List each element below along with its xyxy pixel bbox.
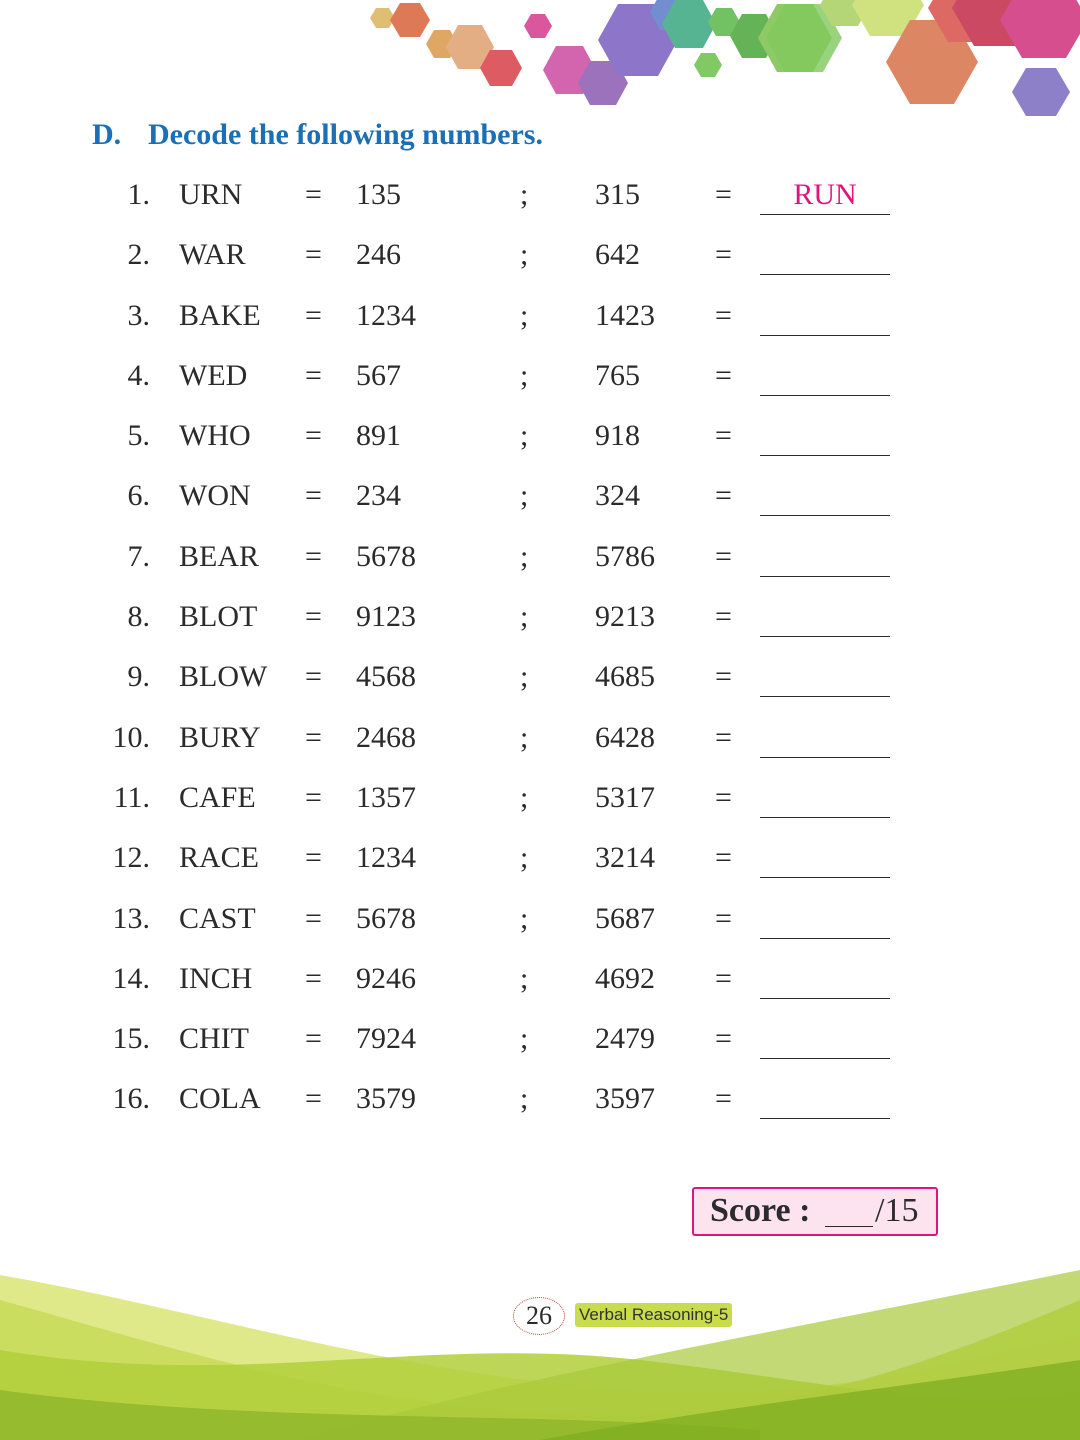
exercise-row xyxy=(0,471,1080,531)
equals-sign: = xyxy=(305,1022,322,1056)
decorative-hexagons xyxy=(0,0,1080,130)
exercise-row xyxy=(0,833,1080,893)
equals-sign: = xyxy=(305,660,322,694)
code-number: 9246 xyxy=(356,961,416,995)
question-number: 1423 xyxy=(595,298,655,332)
equals-sign: = xyxy=(305,178,322,211)
equals-sign: = xyxy=(715,1022,732,1056)
code-number: 234 xyxy=(356,479,401,513)
code-number: 9123 xyxy=(356,600,416,634)
code-number: 1234 xyxy=(356,841,416,875)
separator: ; xyxy=(520,780,529,814)
separator: ; xyxy=(520,720,529,754)
hexagon-shape xyxy=(524,14,552,38)
code-number: 1234 xyxy=(356,298,416,332)
code-word: INCH xyxy=(179,961,253,995)
hexagon-shape xyxy=(390,3,430,37)
code-number: 2468 xyxy=(356,720,416,754)
item-number: 9. xyxy=(127,660,150,694)
separator: ; xyxy=(520,841,529,875)
separator: ; xyxy=(520,479,529,513)
separator: ; xyxy=(520,238,529,272)
score-blank xyxy=(825,1226,873,1227)
code-number: 4568 xyxy=(356,660,416,694)
hexagon-shape xyxy=(1012,68,1070,116)
separator: ; xyxy=(520,298,529,332)
code-word: COLA xyxy=(179,1082,261,1116)
answer-blank xyxy=(760,721,890,758)
equals-sign: = xyxy=(305,539,322,573)
section-title: Decode the following numbers. xyxy=(148,118,543,151)
code-number: 567 xyxy=(356,358,401,392)
equals-sign: = xyxy=(715,780,732,814)
answer-blank xyxy=(760,479,890,516)
equals-sign: = xyxy=(305,358,322,392)
equals-sign: = xyxy=(305,841,322,875)
question-number: 4685 xyxy=(595,660,655,694)
item-number: 3. xyxy=(127,298,150,332)
equals-sign: = xyxy=(715,479,732,513)
separator: ; xyxy=(520,419,529,453)
equals-sign: = xyxy=(305,901,322,935)
question-number: 2479 xyxy=(595,1022,655,1056)
code-word: BLOW xyxy=(179,660,268,694)
equals-sign: = xyxy=(715,358,732,392)
item-number: 13. xyxy=(112,901,150,935)
question-number: 324 xyxy=(595,479,640,513)
item-number: 14. xyxy=(112,961,150,995)
code-number: 7924 xyxy=(356,1022,416,1056)
equals-sign: = xyxy=(715,720,732,754)
page-number: 26 xyxy=(513,1297,565,1335)
equals-sign: = xyxy=(715,1082,732,1116)
answer-blank xyxy=(760,1082,890,1119)
answer-blank xyxy=(760,962,890,999)
hexagon-shape xyxy=(1000,0,1080,58)
code-number: 1357 xyxy=(356,780,416,814)
equals-sign: = xyxy=(715,901,732,935)
item-number: 5. xyxy=(127,419,150,453)
section-heading xyxy=(92,118,543,152)
equals-sign: = xyxy=(715,178,732,211)
answer-blank xyxy=(760,238,890,275)
code-number: 135 xyxy=(356,178,401,211)
equals-sign: = xyxy=(715,600,732,634)
answer-blank xyxy=(760,359,890,396)
code-word: BAKE xyxy=(179,298,261,332)
equals-sign: = xyxy=(305,238,322,272)
exercise-row xyxy=(0,230,1080,290)
separator: ; xyxy=(520,539,529,573)
separator: ; xyxy=(520,961,529,995)
code-number: 246 xyxy=(356,238,401,272)
equals-sign: = xyxy=(715,238,732,272)
code-word: URN xyxy=(179,178,243,211)
item-number: 4. xyxy=(127,358,150,392)
exercise-row xyxy=(0,1014,1080,1074)
hexagon-shape xyxy=(694,53,722,77)
equals-sign: = xyxy=(305,479,322,513)
equals-sign: = xyxy=(715,841,732,875)
code-word: BLOT xyxy=(179,600,258,634)
code-number: 3579 xyxy=(356,1082,416,1116)
score-total: /15 xyxy=(875,1192,919,1229)
equals-sign: = xyxy=(715,539,732,573)
exercise-row xyxy=(0,954,1080,1014)
separator: ; xyxy=(520,178,529,211)
code-word: WAR xyxy=(179,238,246,272)
item-number: 15. xyxy=(112,1022,150,1056)
answer-blank xyxy=(760,299,890,336)
code-word: CHIT xyxy=(179,1022,249,1056)
equals-sign: = xyxy=(305,419,322,453)
code-number: 891 xyxy=(356,419,401,453)
answer-blank xyxy=(760,781,890,818)
exercise-row xyxy=(0,411,1080,471)
code-word: BURY xyxy=(179,720,261,754)
item-number: 1. xyxy=(127,178,150,211)
answer-blank xyxy=(760,419,890,456)
decorative-waves xyxy=(0,1240,1080,1440)
separator: ; xyxy=(520,901,529,935)
exercise-row xyxy=(0,291,1080,351)
equals-sign: = xyxy=(715,961,732,995)
question-number: 5687 xyxy=(595,901,655,935)
code-number: 5678 xyxy=(356,901,416,935)
question-number: 5317 xyxy=(595,780,655,814)
exercise-list xyxy=(0,170,1080,1135)
equals-sign: = xyxy=(715,298,732,332)
item-number: 7. xyxy=(127,539,150,573)
exercise-row xyxy=(0,532,1080,592)
item-number: 16. xyxy=(112,1082,150,1116)
equals-sign: = xyxy=(305,720,322,754)
code-word: BEAR xyxy=(179,539,260,573)
question-number: 5786 xyxy=(595,539,655,573)
question-number: 6428 xyxy=(595,720,655,754)
item-number: 8. xyxy=(127,600,150,634)
equals-sign: = xyxy=(305,961,322,995)
item-number: 11. xyxy=(113,780,150,814)
separator: ; xyxy=(520,358,529,392)
answer-blank xyxy=(760,902,890,939)
code-word: WED xyxy=(179,358,248,392)
question-number: 3597 xyxy=(595,1082,655,1116)
code-number: 5678 xyxy=(356,539,416,573)
separator: ; xyxy=(520,1082,529,1116)
equals-sign: = xyxy=(715,419,732,453)
question-number: 3214 xyxy=(595,841,655,875)
code-word: WON xyxy=(179,479,251,513)
answer-blank: RUN xyxy=(760,178,890,215)
question-number: 765 xyxy=(595,358,640,392)
separator: ; xyxy=(520,600,529,634)
question-number: 918 xyxy=(595,419,640,453)
code-word: WHO xyxy=(179,419,251,453)
answer-blank xyxy=(760,841,890,878)
exercise-row xyxy=(0,1074,1080,1134)
answer-blank xyxy=(760,1022,890,1059)
question-number: 4692 xyxy=(595,961,655,995)
equals-sign: = xyxy=(305,780,322,814)
code-word: CAST xyxy=(179,901,256,935)
exercise-row xyxy=(0,351,1080,411)
exercise-row xyxy=(0,592,1080,652)
answer-blank xyxy=(760,660,890,697)
item-number: 6. xyxy=(127,479,150,513)
book-title: Verbal Reasoning-5 xyxy=(575,1303,732,1327)
item-number: 10. xyxy=(112,720,150,754)
code-word: CAFE xyxy=(179,780,256,814)
item-number: 12. xyxy=(112,841,150,875)
equals-sign: = xyxy=(305,600,322,634)
equals-sign: = xyxy=(305,1082,322,1116)
item-number: 2. xyxy=(127,238,150,272)
exercise-row xyxy=(0,773,1080,833)
equals-sign: = xyxy=(715,660,732,694)
score-box xyxy=(692,1187,938,1236)
question-number: 642 xyxy=(595,238,640,272)
answer-blank xyxy=(760,540,890,577)
separator: ; xyxy=(520,660,529,694)
answer-blank xyxy=(760,600,890,637)
exercise-row xyxy=(0,652,1080,712)
separator: ; xyxy=(520,1022,529,1056)
equals-sign: = xyxy=(305,298,322,332)
question-number: 315 xyxy=(595,178,640,211)
exercise-row xyxy=(0,894,1080,954)
section-letter: D. xyxy=(92,118,122,151)
code-word: RACE xyxy=(179,841,260,875)
exercise-row xyxy=(0,713,1080,773)
question-number: 9213 xyxy=(595,600,655,634)
score-label: Score : xyxy=(710,1192,811,1229)
exercise-row xyxy=(0,170,1080,230)
